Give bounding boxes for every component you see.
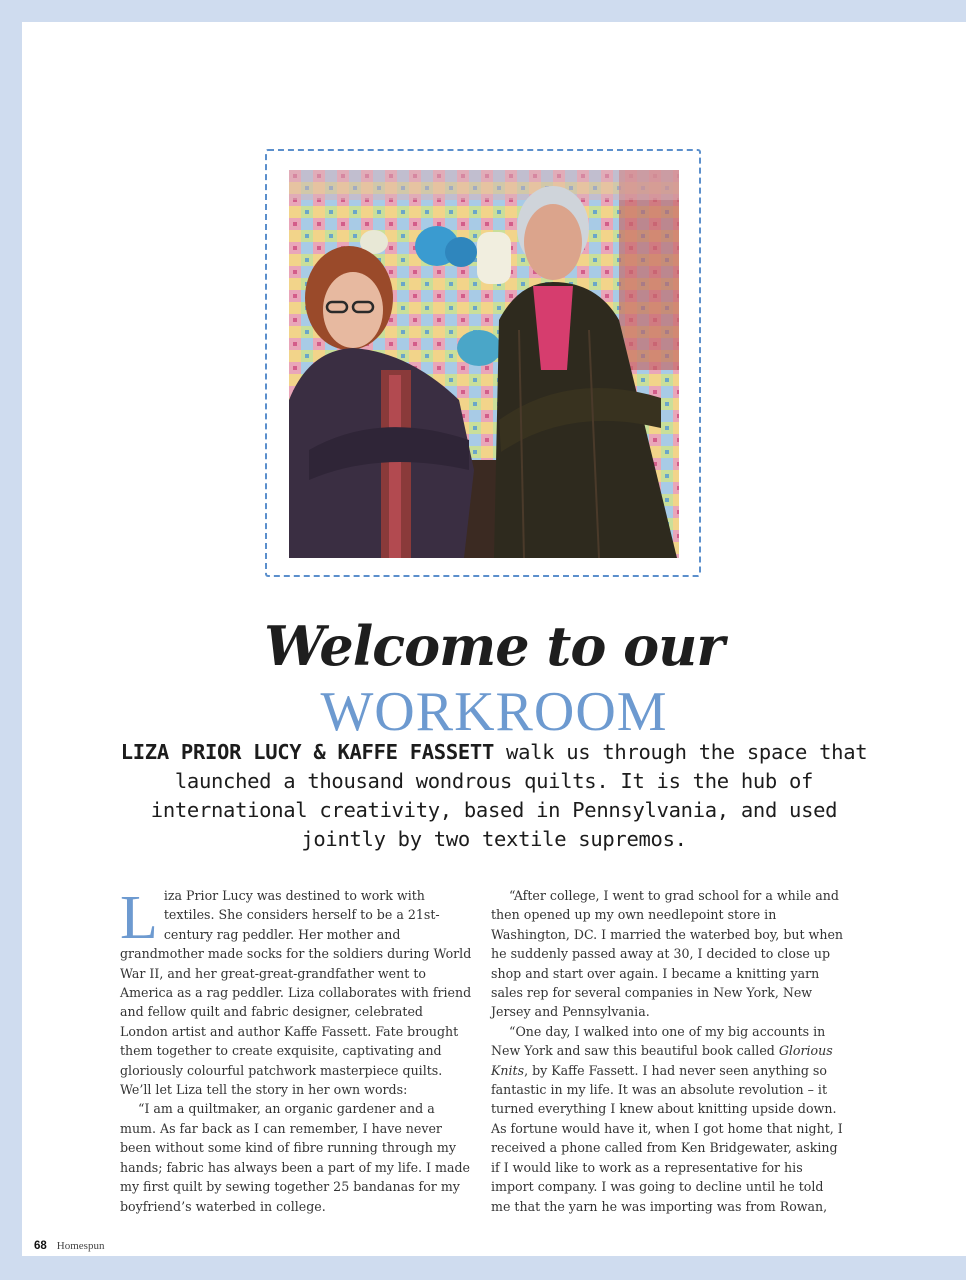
book-title: Glorious Knits — [491, 1043, 833, 1078]
paragraph-text: iza Prior Lucy was destined to work with textiles. She considers herself to be a 21st-century rag peddler. Her mother and grandmother made socks for the soldiers during World War II, and her great-great-grandfather went to America as a rag peddler. Liza collaborates with friend and fellow quilt and fabric designer, celebrated London artist and author Kaffe Fassett. Fate brought them together to create exquisite, captivating and gloriously colourful patchwork masterpiece quilts. We’ll let Liza tell the story in her own words: — [120, 888, 472, 1098]
body-column-left — [120, 886, 472, 1216]
paragraph — [120, 886, 472, 1099]
portrait-illustration — [289, 170, 679, 558]
paragraph-text: “One day, I walked into one of my big accounts in New York and saw this beautiful book called — [491, 1023, 826, 1059]
page-footer — [34, 1240, 104, 1252]
drop-cap: L — [120, 884, 158, 952]
script-heading: Welcome to our — [264, 614, 724, 678]
standfirst-text: walk us through the space that launched a thousand wondrous quilts. It is the hub of international creativity, based in Pennsylvania, and used jointly by two textile supremos. — [150, 740, 868, 851]
body-column-right — [491, 886, 843, 1216]
page-title: WORKROOM — [320, 681, 668, 743]
paragraph — [491, 1022, 843, 1216]
standfirst-names: LIZA PRIOR LUCY & KAFFE FASSETT — [120, 740, 494, 764]
magazine-page — [22, 22, 966, 1256]
standfirst — [112, 738, 876, 854]
portrait-photo — [289, 170, 679, 558]
page-number: 68 — [34, 1240, 47, 1252]
paragraph: “I am a quiltmaker, an organic gardener and a mum. As far back as I can remember, I have never been without some kind of fibre running through my hands; fabric has always been a part of my life. I made my first quilt by sewing together 25 bandanas for my boyfriend’s waterbed in college. — [120, 1101, 470, 1214]
paragraph: “After college, I went to grad school for a while and then opened up my own needlepoint store in Washington, DC. I married the waterbed boy, but when he suddenly passed away at 30, I decided to close up shop and start over again. I became a knitting yarn sales rep for several companies in New York, New Jersey and Pennsylvania. — [491, 888, 844, 1020]
magazine-name: Homespun — [56, 1240, 105, 1252]
paragraph-text: , by Kaffe Fassett. I had never seen anything so fantastic in my life. It was an absolute revolution – it turned everything I knew about knitting upside down. As fortune would have it, when I got home that night, I received a phone called from Ken Bridgewater, asking if I would like to work as a representative for his import company. I was going to decline until he told me that the yarn he was importing was from Rowan, — [491, 1062, 843, 1214]
